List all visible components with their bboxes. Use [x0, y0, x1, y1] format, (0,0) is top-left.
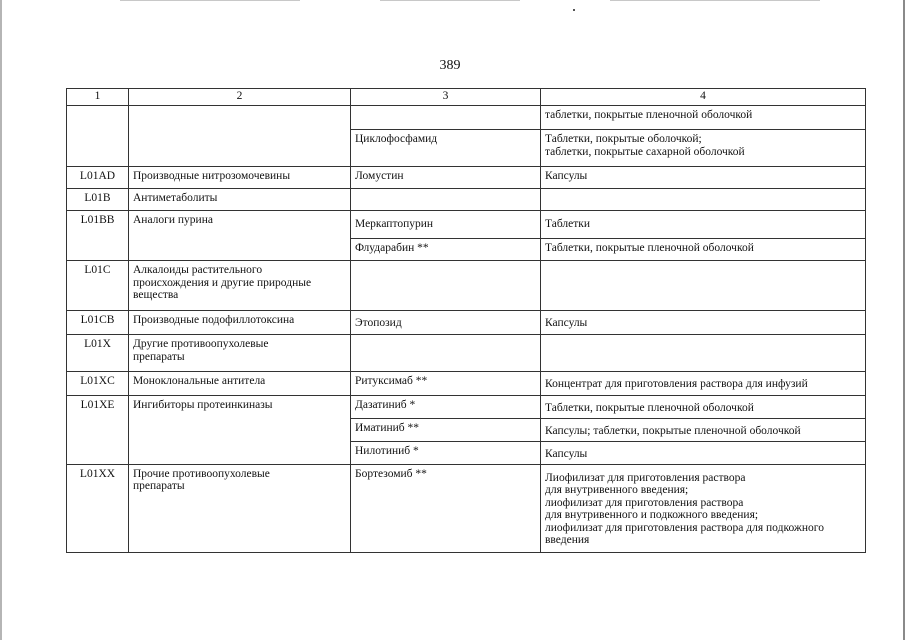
group-line: происхождения и другие природные [133, 276, 312, 289]
form-cell: Капсулы [541, 167, 866, 189]
header-cell: 1 [67, 89, 129, 106]
form-cell: Капсулы; таблетки, покрытые пленочной оболочкой [541, 418, 866, 441]
page-number: 389 [439, 58, 461, 73]
table-row [67, 261, 866, 311]
form-line: Таблетки, покрытые оболочкой; [545, 133, 702, 145]
form-line: для внутривенного введения; [545, 484, 689, 496]
form-cell [541, 335, 866, 372]
group-cell [129, 106, 351, 167]
form-line: лиофилизат для приготовления раствора для подкожного [545, 521, 824, 534]
table-row [67, 335, 866, 372]
scan-top-mark [380, 0, 520, 1]
table-row [67, 372, 866, 396]
form-line: таблетки, покрытые сахарной оболочкой [545, 145, 745, 158]
drug-cell: Меркаптопурин [351, 211, 541, 239]
drug-cell: Этопозид [351, 311, 541, 335]
scan-edge-left [0, 0, 2, 640]
group-cell [129, 261, 351, 311]
code-cell: L01X [67, 335, 129, 372]
form-line: введения [545, 534, 590, 546]
scan-speck [573, 9, 575, 11]
group-cell: Антиметаболиты [129, 189, 351, 211]
drug-cell: Иматиниб ** [351, 418, 541, 441]
group-cell: Производные нитрозомочевины [129, 167, 351, 189]
form-cell: Концентрат для приготовления раствора для инфузий [541, 372, 866, 396]
group-line: Другие противоопухолевые [133, 338, 269, 350]
group-cell: Ингибиторы протеинкиназы [129, 396, 351, 465]
table-row [67, 211, 866, 239]
group-cell: Аналоги пурина [129, 211, 351, 261]
scan-top-mark [120, 0, 300, 1]
group-cell: Производные подофиллотоксина [129, 311, 351, 335]
header-row [67, 89, 866, 106]
group-line: Алкалоиды растительного [133, 264, 263, 276]
form-cell: Таблетки, покрытые пленочной оболочкой [541, 239, 866, 261]
code-cell [67, 106, 129, 167]
form-cell: Капсулы [541, 311, 866, 335]
table-row [67, 189, 866, 211]
drug-cell: Бортезомиб ** [351, 464, 541, 552]
form-line: для внутривенного и подкожного введения; [545, 509, 759, 521]
table-row [67, 311, 866, 335]
form-cell: Таблетки, покрытые пленочной оболочкой [541, 396, 866, 419]
drug-cell: Ритуксимаб ** [351, 372, 541, 396]
drug-cell: Флударабин ** [351, 239, 541, 261]
code-cell: L01BB [67, 211, 129, 261]
code-cell: L01XX [67, 464, 129, 552]
group-line: вещества [133, 289, 179, 301]
code-cell: L01B [67, 189, 129, 211]
group-cell: Моноклональные антитела [129, 372, 351, 396]
code-cell: L01XE [67, 396, 129, 465]
table-row [67, 167, 866, 189]
form-cell [541, 464, 866, 552]
drug-cell: Дазатиниб * [351, 396, 541, 419]
group-line: препараты [133, 350, 185, 363]
table-row [67, 464, 866, 552]
header-cell: 4 [541, 89, 866, 106]
drug-cell: Нилотиниб * [351, 441, 541, 464]
form-line: Лиофилизат для приготовления раствора [545, 471, 746, 484]
drug-cell [351, 106, 541, 130]
form-cell: таблетки, покрытые пленочной оболочкой [541, 106, 866, 130]
drug-cell [351, 189, 541, 211]
header-cell: 3 [351, 89, 541, 106]
form-cell: Таблетки [541, 211, 866, 239]
drug-cell [351, 261, 541, 311]
form-cell: Капсулы [541, 441, 866, 464]
header-cell: 2 [129, 89, 351, 106]
form-cell [541, 189, 866, 211]
group-line: Прочие противоопухолевые [133, 467, 270, 480]
group-cell [129, 464, 351, 552]
form-cell [541, 261, 866, 311]
drug-table [66, 88, 866, 553]
drug-cell [351, 335, 541, 372]
form-cell [541, 130, 866, 167]
code-cell: L01XC [67, 372, 129, 396]
form-line: лиофилизат для приготовления раствора [545, 496, 744, 509]
group-cell [129, 335, 351, 372]
drug-cell: Ломустин [351, 167, 541, 189]
table-row [67, 106, 866, 130]
scan-top-mark [610, 0, 820, 1]
table-row [67, 396, 866, 419]
code-cell: L01AD [67, 167, 129, 189]
group-line: препараты [133, 480, 185, 492]
code-cell: L01C [67, 261, 129, 311]
drug-cell: Циклофосфамид [351, 130, 541, 167]
code-cell: L01CB [67, 311, 129, 335]
